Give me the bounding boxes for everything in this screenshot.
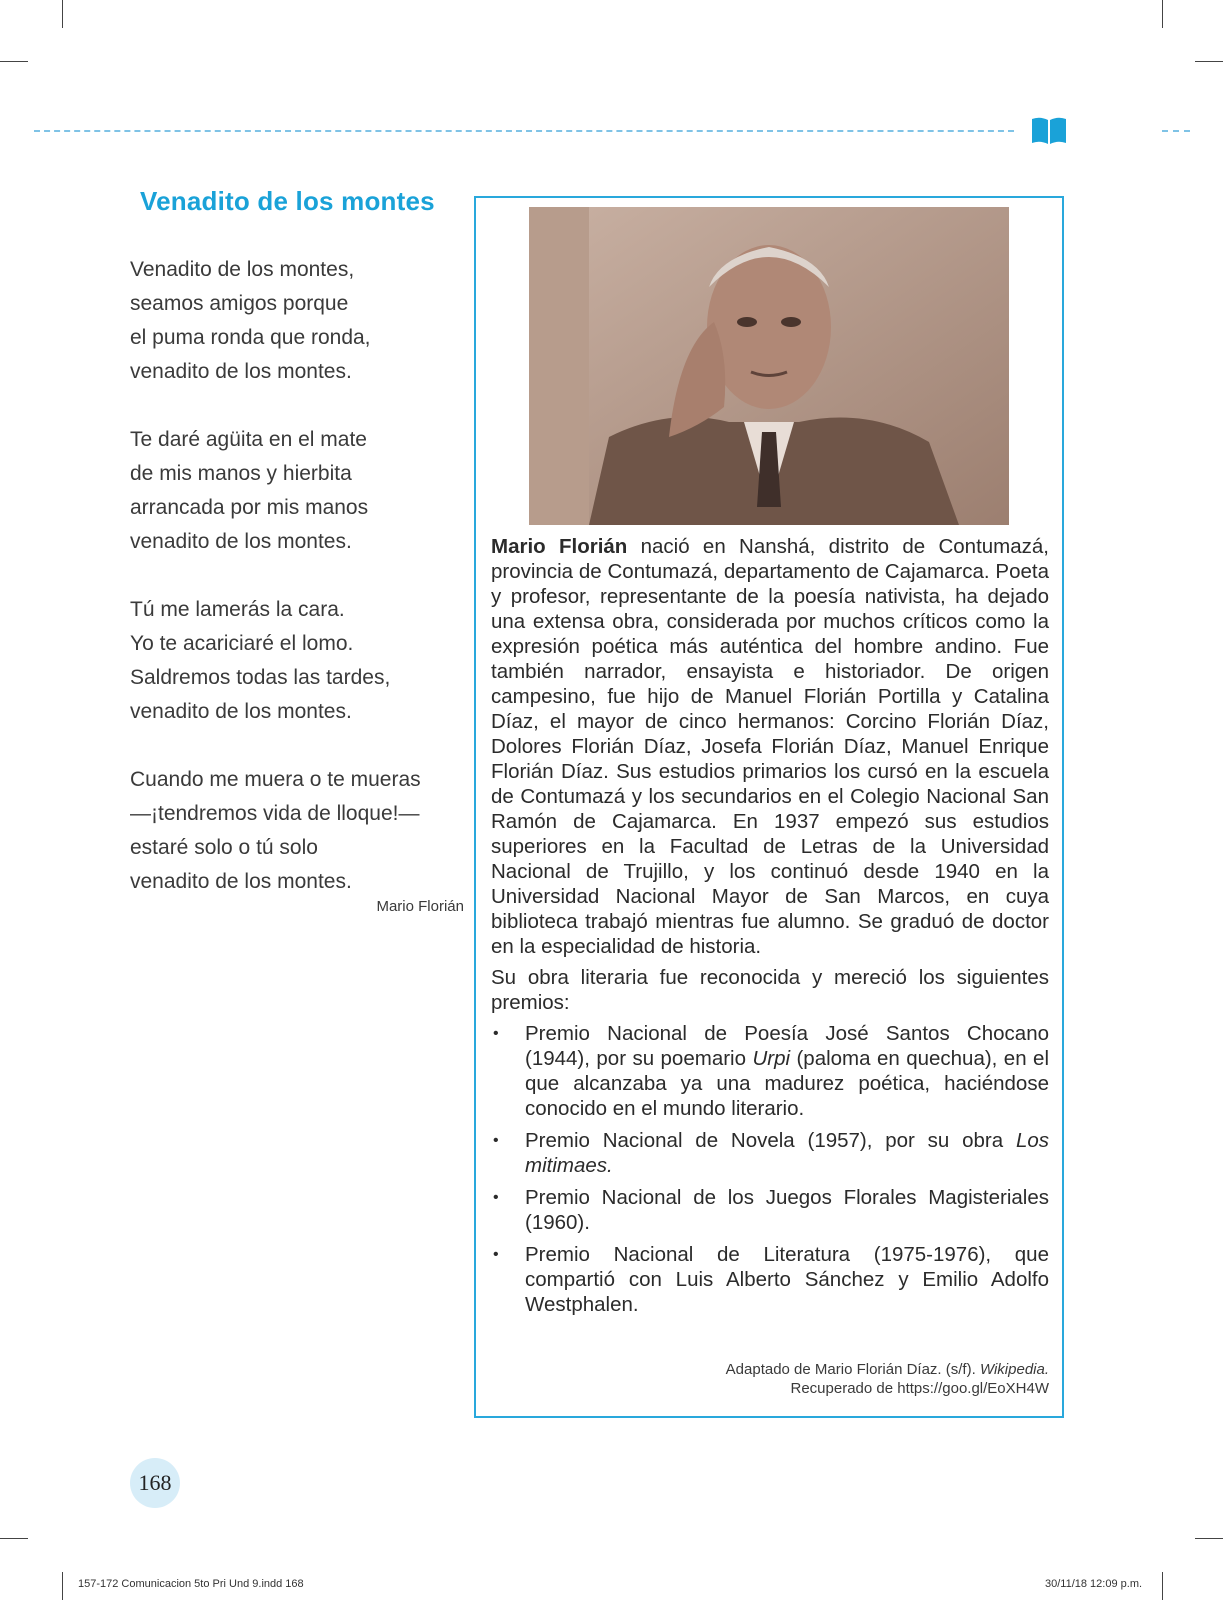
crop-mark: [0, 61, 28, 62]
poem-line: venadito de los montes.: [130, 700, 352, 723]
prize-text: Premio Nacional de Novela (1957), por su obra: [525, 1129, 1016, 1152]
open-book-icon: [1030, 114, 1068, 146]
poem-line: Yo te acariciaré el lomo.: [130, 632, 354, 655]
prize-text: Premio Nacional de los Juegos Florales Magisteriales (1960).: [525, 1186, 1049, 1234]
stanza: [130, 763, 470, 899]
portrait-illustration: [529, 207, 1009, 525]
prize-item: [491, 1185, 1049, 1235]
page-number-badge: [130, 1458, 180, 1508]
bullet: •: [493, 1246, 499, 1263]
stanza: [130, 593, 470, 729]
prize-text: Premio Nacional de Literatura (1975-1976), que compartió con Luis Alberto Sánchez y Emilio Adolfo Westphalen.: [525, 1243, 1049, 1316]
poem-line: Saldremos todas las tardes,: [130, 666, 391, 689]
poem-author: Mario Florián: [376, 898, 464, 915]
poem-line: Venadito de los montes,: [130, 258, 355, 281]
poem-line: Cuando me muera o te mueras: [130, 768, 421, 791]
crop-mark: [1162, 1572, 1163, 1600]
source-line: Recuperado de https://goo.gl/EoXH4W: [790, 1380, 1049, 1397]
prizes-list: [491, 1021, 1049, 1317]
poem-line: venadito de los montes.: [130, 360, 352, 383]
footer-datetime: 30/11/18 12:09 p.m.: [1045, 1578, 1143, 1590]
prize-item: [491, 1128, 1049, 1178]
poem-line: venadito de los montes.: [130, 530, 352, 553]
prize-item: [491, 1021, 1049, 1121]
crop-mark: [1195, 1538, 1223, 1539]
poem-line: venadito de los montes.: [130, 870, 352, 893]
bullet: •: [493, 1132, 499, 1149]
source-text: Adaptado de Mario Florián Díaz. (s/f).: [725, 1361, 980, 1378]
poem-line: de mis manos y hierbita: [130, 462, 352, 485]
poem-line: seamos amigos porque: [130, 292, 349, 315]
poem: [130, 253, 470, 933]
poem-line: Te daré agüita en el mate: [130, 428, 367, 451]
bullet: •: [493, 1189, 499, 1206]
biography-text: [491, 534, 1049, 1324]
page-number: 168: [138, 1470, 172, 1495]
stanza: [130, 423, 470, 559]
crop-mark: [1195, 61, 1223, 62]
biography-paragraph: [491, 534, 1049, 959]
header-dashed-rule-right: [1162, 130, 1190, 132]
stanza: [130, 253, 470, 389]
poem-line: arrancada por mis manos: [130, 496, 369, 519]
biography-paragraph-text: nació en Nanshá, distrito de Contumazá, provincia de Contumazá, departamento de Cajamarca. Poeta y profesor, representante de la poesía nativista, ha dejado una extensa obra, considerada por muchos críticos como la expresión poética más auténtica del hombre andino. Fue también narrador, ensayista e historiador. De origen campesino, fue hijo de Manuel Florián Portilla y Catalina Díaz, el mayor de cinco hermanos: Corcino Florián Díaz, Dolores Florián Díaz, Josefa Florián Díaz, Manuel Enrique Florián Díaz. Sus estudios primarios los cursó en la escuela de Contumazá y los secundarios en el Colegio Nacional San Ramón de Cajamarca. En 1937 empezó sus estudios superiores en la Facultad de Letras de la Universidad Nacional de Trujillo, y los continuó desde 1940 en la Universidad Nacional Mayor de San Marcos, en cuya biblioteca trabajó mientras fue alumno. Se graduó de doctor en la especialidad de historia.: [491, 535, 1049, 958]
prize-text: (paloma en quechua), en el que alcanzaba ya una madurez poética, haciéndose conocido en el mundo literario.: [525, 1047, 1049, 1120]
header-dashed-rule: [34, 130, 1014, 132]
crop-mark: [62, 1572, 63, 1600]
crop-mark: [0, 1538, 28, 1539]
prize-text: Premio Nacional de Poesía José Santos Chocano (1944), por su poemario: [525, 1022, 1049, 1070]
crop-mark: [62, 0, 63, 28]
poem-line: el puma ronda que ronda,: [130, 326, 371, 349]
bullet: •: [493, 1025, 499, 1042]
poem-line: —¡tendremos vida de lloque!—: [130, 802, 420, 825]
poem-title: Venadito de los montes: [140, 186, 435, 216]
poem-line: estaré solo o tú solo: [130, 836, 318, 859]
prize-title-italic: Los mitimaes.: [525, 1129, 1049, 1177]
prize-item: [491, 1242, 1049, 1317]
source-line: [560, 1360, 1049, 1379]
prize-title-italic: Urpi: [752, 1047, 791, 1070]
prizes-intro: Su obra literaria fue reconocida y mereció los siguientes premios:: [491, 966, 1049, 1014]
poem-line: Tú me lamerás la cara.: [130, 598, 345, 621]
footer-file-slug: 157-172 Comunicacion 5to Pri Und 9.indd 168: [78, 1578, 304, 1590]
crop-mark: [1162, 0, 1163, 28]
author-name: Mario Florián: [491, 535, 628, 558]
source-citation: [560, 1360, 1049, 1398]
author-portrait-photo: [529, 207, 1009, 525]
source-italic: Wikipedia.: [979, 1361, 1049, 1378]
